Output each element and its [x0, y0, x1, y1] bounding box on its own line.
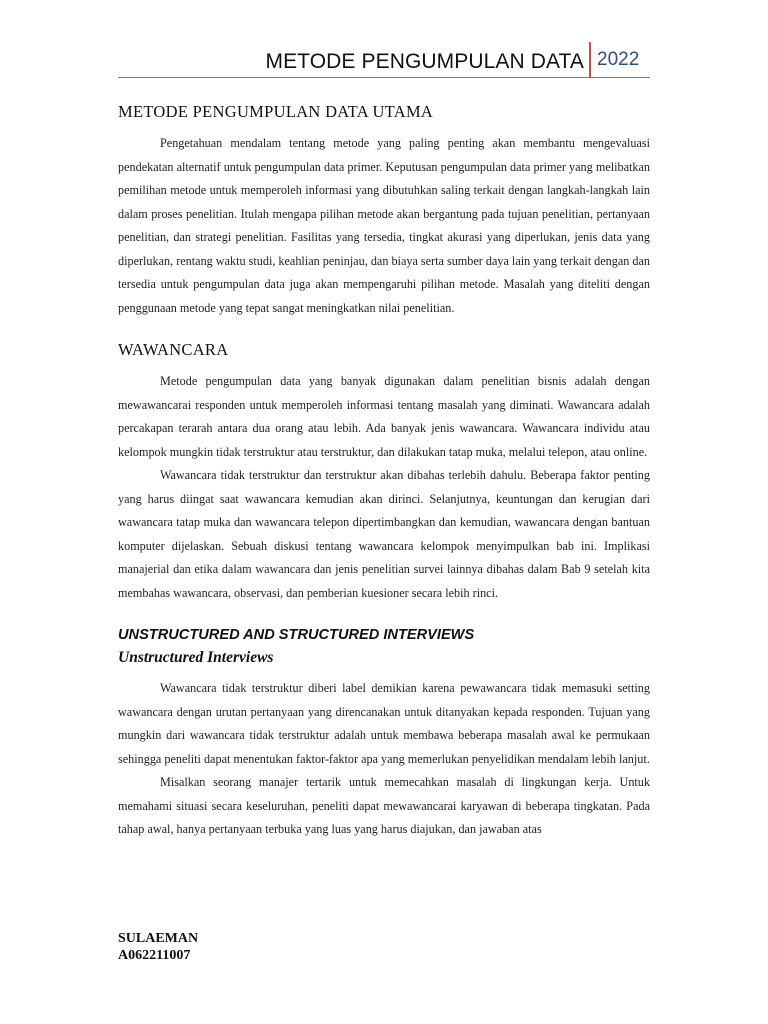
student-id: A062211007 [118, 948, 191, 963]
section-heading-metode: METODE PENGUMPULAN DATA UTAMA [118, 102, 434, 121]
paragraph-wawancara-1: Metode pengumpulan data yang banyak digunakan dalam penelitian bisnis adalah dengan mewawancarai responden untuk memperoleh informasi tentang masalah yang diminati. Wawancara adalah percakapan terarah antara dua orang atau lebih. Ada banyak jenis wawancara. Wawancara individu atau kelompok mungkin tidak terstruktur atau terstruktur, dan dilakukan tatap muka, melalui telepon, atau online. [118, 374, 650, 459]
section-heading-interviews: UNSTRUCTURED AND STRUCTURED INTERVIEWS [118, 627, 475, 643]
subheading-unstructured: Unstructured Interviews [118, 649, 274, 666]
header-divider [589, 42, 591, 78]
document-body [118, 102, 650, 842]
paragraph-wawancara-2: Wawancara tidak terstruktur dan terstruktur akan dibahas terlebih dahulu. Beberapa faktor penting yang harus diingat saat wawancara kemudian akan dirinci. Selanjutnya, keuntungan dan kerugian dari wawancara tatap muka dan wawancara telepon dipertimbangkan dan kemudian, wawancara dengan bantuan komputer dijelaskan. Sebuah diskusi tentang wawancara kelompok menyimpulkan bab ini. Implikasi manajerial dan etika dalam wawancara dan jenis penelitian survei lainnya dibahas dalam Bab 9 setelah kita membahas wawancara, observasi, dan pemberian kuesioner secara lebih rinci. [118, 468, 650, 600]
paragraph-unstructured-2: Misalkan seorang manajer tertarik untuk memecahkan masalah di lingkungan kerja. Untuk memahami situasi secara keseluruhan, peneliti dapat mewawancarai karyawan di beberapa tingkatan. Pada tahap awal, hanya pertanyaan terbuka yang luas yang harus diajukan, dan jawaban atas [118, 775, 650, 836]
page-footer [118, 930, 198, 964]
header-rule [118, 77, 650, 78]
section-heading-wawancara: WAWANCARA [118, 340, 229, 359]
page-header [118, 42, 650, 78]
header-title: METODE PENGUMPULAN DATA [265, 50, 584, 73]
header-year: 2022 [597, 49, 640, 70]
paragraph-unstructured-1: Wawancara tidak terstruktur diberi label demikian karena pewawancara tidak memasuki setting wawancara dengan urutan pertanyaan yang direncanakan untuk ditanyakan kepada responden. Tujuan yang mungkin dari wawancara tidak terstruktur adalah untuk membawa beberapa masalah awal ke permukaan sehingga peneliti dapat menentukan faktor-faktor apa yang memerlukan penyelidikan mendalam lebih lanjut. [118, 681, 650, 766]
paragraph-metode-1: Pengetahuan mendalam tentang metode yang paling penting akan membantu mengevaluasi pendekatan alternatif untuk pengumpulan data primer. Keputusan pengumpulan data primer yang melibatkan pemilihan metode untuk memperoleh informasi yang dibutuhkan saling terkait dengan langkah-langkah lain dalam proses penelitian. Itulah mengapa pilihan metode akan bergantung pada tujuan penelitian, pertanyaan penelitian, dan strategi penelitian. Fasilitas yang tersedia, tingkat akurasi yang diperlukan, jenis data yang diperlukan, rentang waktu studi, keahlian peninjau, dan biaya serta sumber daya lain yang terkait dengan dan tersedia untuk pengumpulan data juga akan mempengaruhi pilihan metode. Masalah yang diteliti dengan penggunaan metode yang tepat sangat meningkatkan nilai penelitian. [118, 136, 651, 315]
author-name: SULAEMAN [118, 931, 199, 946]
